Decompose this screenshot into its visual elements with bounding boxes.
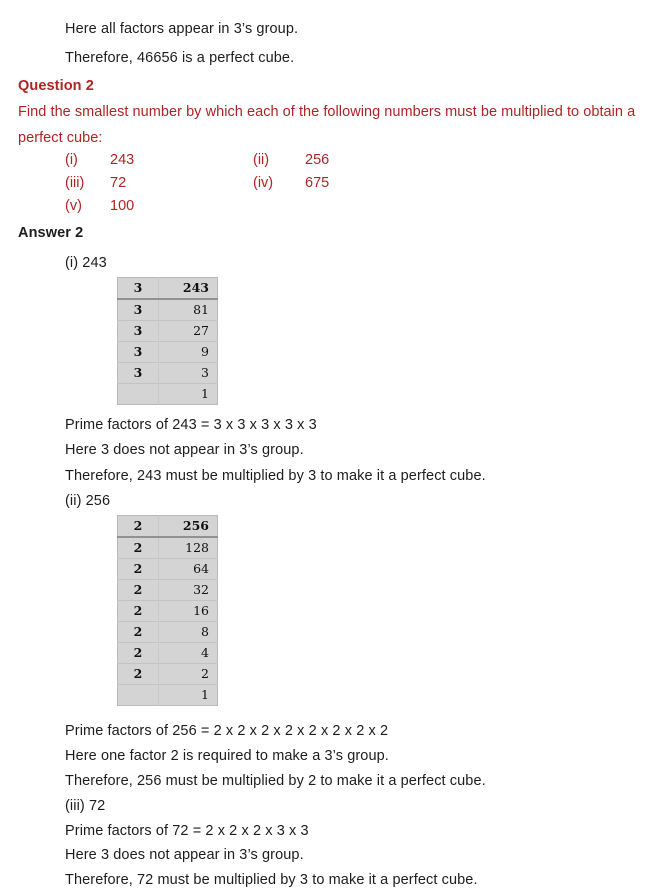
- quotient-cell: 2: [159, 664, 218, 685]
- quotient-cell: 4: [159, 643, 218, 664]
- option-value-i: 243: [110, 152, 135, 168]
- option-label-v: (v): [65, 198, 82, 214]
- table-row: [118, 685, 218, 706]
- quotient-cell: 32: [159, 580, 218, 601]
- factor-cell-empty: [118, 685, 159, 706]
- table-row: [118, 537, 218, 559]
- table-row: [118, 363, 218, 384]
- answer-heading: Answer 2: [18, 225, 84, 241]
- factor-cell: 2: [118, 537, 159, 559]
- answer-ii-line-2: Here one factor 2 is required to make a 3’s group.: [65, 748, 389, 764]
- quotient-cell: 27: [159, 321, 218, 342]
- factor-cell: 3: [118, 342, 159, 363]
- quotient-cell: 3: [159, 363, 218, 384]
- factor-cell: 2: [118, 601, 159, 622]
- table-row: [118, 580, 218, 601]
- quotient-cell: 1: [159, 685, 218, 706]
- table-row: [118, 384, 218, 405]
- answer-part-label-i: (i) 243: [65, 255, 107, 271]
- table-row: [118, 664, 218, 685]
- option-label-ii: (ii): [253, 152, 270, 168]
- factor-cell: 2: [118, 559, 159, 580]
- answer-i-line-3: Therefore, 243 must be multiplied by 3 to make it a perfect cube.: [65, 468, 486, 484]
- factor-cell: 3: [118, 321, 159, 342]
- option-label-iii: (iii): [65, 175, 85, 191]
- option-value-v: 100: [110, 198, 135, 214]
- factor-cell: 2: [118, 664, 159, 685]
- table-row: [118, 601, 218, 622]
- factor-cell: 3: [118, 363, 159, 384]
- option-label-iv: (iv): [253, 175, 274, 191]
- factor-table-243-body: [118, 278, 218, 405]
- question-heading: Question 2: [18, 78, 94, 94]
- option-value-iii: 72: [110, 175, 127, 191]
- factor-cell-empty: [118, 384, 159, 405]
- table-row: [118, 299, 218, 321]
- table-row: [118, 278, 218, 300]
- answer-part-label-iii: (iii) 72: [65, 798, 106, 814]
- intro-line-1: Here all factors appear in 3’s group.: [65, 21, 299, 37]
- table-row: [118, 643, 218, 664]
- table-row: [118, 559, 218, 580]
- factor-cell: 2: [118, 643, 159, 664]
- factor-table-243: [117, 277, 218, 405]
- table-row: [118, 321, 218, 342]
- answer-ii-line-1: Prime factors of 256 = 2 x 2 x 2 x 2 x 2 x 2 x 2 x 2: [65, 723, 389, 739]
- table-row: [118, 622, 218, 643]
- answer-iii-line-2: Here 3 does not appear in 3’s group.: [65, 847, 304, 863]
- quotient-cell: 64: [159, 559, 218, 580]
- answer-iii-line-1: Prime factors of 72 = 2 x 2 x 2 x 3 x 3: [65, 823, 309, 839]
- factor-cell: 3: [118, 278, 159, 300]
- option-value-ii: 256: [305, 152, 330, 168]
- answer-ii-line-3: Therefore, 256 must be multiplied by 2 to make it a perfect cube.: [65, 773, 486, 789]
- quotient-cell: 16: [159, 601, 218, 622]
- answer-i-line-2: Here 3 does not appear in 3’s group.: [65, 442, 304, 458]
- table-row: [118, 342, 218, 363]
- intro-line-2: Therefore, 46656 is a perfect cube.: [65, 50, 295, 66]
- answer-i-line-1: Prime factors of 243 = 3 x 3 x 3 x 3 x 3: [65, 417, 317, 433]
- question-text: Find the smallest number by which each of the following numbers must be multiplied to obtain a perfect cube:: [18, 104, 636, 146]
- factor-cell: 2: [118, 622, 159, 643]
- quotient-cell: 9: [159, 342, 218, 363]
- option-label-i: (i): [65, 152, 78, 168]
- quotient-cell: 243: [159, 278, 218, 300]
- quotient-cell: 256: [159, 516, 218, 538]
- factor-table-256: [117, 515, 218, 706]
- option-value-iv: 675: [305, 175, 330, 191]
- quotient-cell: 8: [159, 622, 218, 643]
- answer-iii-line-3: Therefore, 72 must be multiplied by 3 to make it a perfect cube.: [65, 872, 478, 888]
- quotient-cell: 128: [159, 537, 218, 559]
- factor-cell: 3: [118, 299, 159, 321]
- factor-cell: 2: [118, 580, 159, 601]
- answer-part-label-ii: (ii) 256: [65, 493, 111, 509]
- factor-table-256-body: [118, 516, 218, 706]
- factor-cell: 2: [118, 516, 159, 538]
- quotient-cell: 1: [159, 384, 218, 405]
- quotient-cell: 81: [159, 299, 218, 321]
- table-row: [118, 516, 218, 538]
